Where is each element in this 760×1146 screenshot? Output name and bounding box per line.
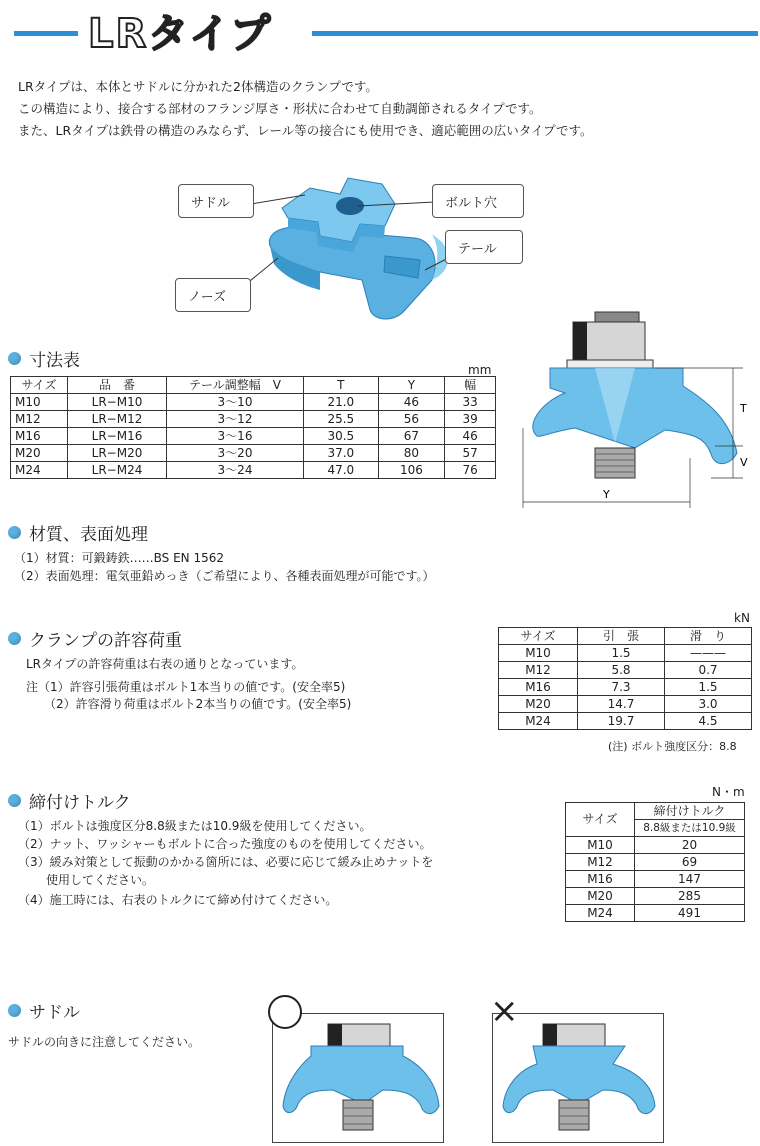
ok-mark-icon	[268, 995, 302, 1029]
material-line: （2）表面処理：電気亜鉛めっき（ご希望により、各種表面処理が可能です。）	[14, 569, 435, 583]
table-cell: 47.0	[304, 462, 379, 479]
table-cell: 3〜10	[167, 394, 304, 411]
tail-label: テール	[458, 241, 497, 257]
dimensions-heading: 寸法表	[8, 346, 80, 371]
table-cell: 3.0	[665, 696, 752, 713]
torque-line: （1）ボルトは強度区分8.8級または10.9級を使用してください。	[18, 819, 372, 833]
table-cell: 30.5	[304, 428, 379, 445]
table-row	[566, 905, 745, 922]
table-cell: LR−M10	[68, 394, 167, 411]
table-cell: 76	[445, 462, 496, 479]
table-header: サイズ	[11, 377, 68, 394]
table-header: テール調整幅 V	[167, 377, 304, 394]
table-cell: 4.5	[665, 713, 752, 730]
table-header-row	[566, 803, 745, 820]
table-cell: M24	[566, 905, 635, 922]
table-row	[566, 871, 745, 888]
material-line: （1）材質：可鍛鋳鉄……BS EN 1562	[14, 551, 225, 565]
bullet-dot	[8, 526, 21, 539]
table-cell: LR−M24	[68, 462, 167, 479]
table-cell: M10	[566, 837, 635, 854]
intro-text	[18, 76, 593, 142]
table-cell: 69	[635, 854, 745, 871]
table-cell: M12	[11, 411, 68, 428]
table-header: 品 番	[68, 377, 167, 394]
table-row	[11, 411, 496, 428]
torque-line: 使用してください。	[46, 873, 155, 887]
table-row	[566, 837, 745, 854]
load-unit: kN	[734, 611, 750, 625]
table-row	[499, 645, 752, 662]
table-cell: M24	[499, 713, 578, 730]
page-title: LRタイプ	[88, 11, 273, 57]
table-cell: 67	[378, 428, 445, 445]
table-row	[499, 696, 752, 713]
table-cell: M20	[499, 696, 578, 713]
intro-line: この構造により、接合する部材のフランジ厚さ・形状に合わせて自動調節されるタイプです。	[18, 101, 542, 116]
title-line-right	[312, 31, 758, 36]
table-cell: M16	[499, 679, 578, 696]
table-cell: 106	[378, 462, 445, 479]
table-cell: 3〜20	[167, 445, 304, 462]
table-cell: LR−M12	[68, 411, 167, 428]
bullet-dot	[8, 1004, 21, 1017]
load-note: (注) ボルト強度区分：8.8	[608, 740, 737, 753]
torque-unit: N・m	[712, 785, 745, 799]
bullet-dot	[8, 352, 21, 365]
table-row	[11, 394, 496, 411]
dim-y-label: Y	[603, 488, 610, 501]
table-cell: M16	[566, 871, 635, 888]
table-row	[11, 428, 496, 445]
table-header: 締付けトルク	[635, 803, 745, 820]
bolt-hole-label: ボルト穴	[445, 195, 498, 211]
table-header-row	[499, 628, 752, 645]
nose-label-box	[175, 278, 251, 312]
table-cell: M10	[11, 394, 68, 411]
table-header: サイズ	[499, 628, 578, 645]
table-cell: M12	[566, 854, 635, 871]
table-cell: M20	[566, 888, 635, 905]
table-cell: 0.7	[665, 662, 752, 679]
dim-v-label: V	[740, 456, 748, 469]
bullet-dot	[8, 632, 21, 645]
table-header: Y	[378, 377, 445, 394]
saddle-ok-panel	[272, 1013, 444, 1143]
nose-label: ノーズ	[188, 289, 226, 305]
table-cell: 1.5	[665, 679, 752, 696]
ng-mark-icon: ×	[490, 991, 519, 1031]
tail-label-box	[445, 230, 523, 264]
torque-line: （4）施工時には、右表のトルクにて締め付けてください。	[18, 893, 338, 907]
bullet-dot	[8, 794, 21, 807]
table-row	[11, 462, 496, 479]
torque-table	[565, 802, 745, 922]
intro-line: また、LRタイプは鉄骨の構造のみならず、レール等の接合にも使用でき、適応範囲の広いタイプです。	[18, 123, 593, 138]
table-cell: 20	[635, 837, 745, 854]
table-cell: 1.5	[578, 645, 665, 662]
table-cell: 25.5	[304, 411, 379, 428]
saddle-ng-drawing	[493, 1014, 663, 1142]
table-cell: M24	[11, 462, 68, 479]
table-header: サイズ	[566, 803, 635, 837]
dim-t-label: T	[740, 402, 747, 415]
table-cell: 46	[445, 428, 496, 445]
table-cell: ———	[665, 645, 752, 662]
saddle-label-box	[178, 184, 254, 218]
table-cell: 57	[445, 445, 496, 462]
table-cell: 21.0	[304, 394, 379, 411]
load-line: 注（1）許容引張荷重はボルト1本当りの値です。(安全率5)	[26, 680, 346, 694]
table-cell: 3〜24	[167, 462, 304, 479]
saddle-ok-drawing	[273, 1014, 443, 1142]
torque-line: （2）ナット、ワッシャーもボルトに合った強度のものを使用してください。	[18, 837, 432, 851]
dimensions-unit: mm	[468, 363, 492, 377]
table-cell: 56	[378, 411, 445, 428]
table-cell: 5.8	[578, 662, 665, 679]
torque-heading: 締付けトルク	[8, 788, 131, 813]
table-cell: 285	[635, 888, 745, 905]
table-row	[566, 888, 745, 905]
load-heading: クランプの許容荷重	[8, 626, 182, 651]
table-cell: LR−M16	[68, 428, 167, 445]
saddle-heading: サドル	[8, 998, 80, 1023]
table-cell: 491	[635, 905, 745, 922]
load-line: （2）許容滑り荷重はボルト2本当りの値です。(安全率5)	[44, 697, 352, 711]
table-header: T	[304, 377, 379, 394]
dimensions-table	[10, 376, 496, 479]
bolt-hole-label-box	[432, 184, 524, 218]
table-header: 引 張	[578, 628, 665, 645]
load-table	[498, 627, 752, 730]
table-cell: 3〜12	[167, 411, 304, 428]
table-row	[566, 854, 745, 871]
table-cell: 37.0	[304, 445, 379, 462]
saddle-ng-panel	[492, 1013, 664, 1143]
saddle-label: サドル	[191, 195, 231, 211]
material-heading: 材質、表面処理	[8, 520, 148, 545]
table-cell: 147	[635, 871, 745, 888]
table-row	[499, 679, 752, 696]
table-header: 幅	[445, 377, 496, 394]
table-cell: 33	[445, 394, 496, 411]
table-row	[11, 445, 496, 462]
intro-line: LRタイプは、本体とサドルに分かれた2体構造のクランプです。	[18, 79, 378, 94]
table-cell: 39	[445, 411, 496, 428]
table-cell: 14.7	[578, 696, 665, 713]
dimension-diagram	[515, 308, 755, 518]
table-header: 8.8級または10.9級	[635, 820, 745, 837]
table-row	[499, 662, 752, 679]
torque-line: （3）緩み対策として振動のかかる箇所には、必要に応じて緩み止めナットを	[18, 855, 434, 869]
table-cell: M10	[499, 645, 578, 662]
table-cell: 80	[378, 445, 445, 462]
load-line: LRタイプの許容荷重は右表の通りとなっています。	[26, 657, 304, 671]
table-cell: M12	[499, 662, 578, 679]
table-cell: 7.3	[578, 679, 665, 696]
table-cell: M16	[11, 428, 68, 445]
table-header: 滑 り	[665, 628, 752, 645]
table-cell: LR−M20	[68, 445, 167, 462]
table-row	[499, 713, 752, 730]
title-line-left	[14, 31, 78, 36]
table-cell: 3〜16	[167, 428, 304, 445]
saddle-note: サドルの向きに注意してください。	[8, 1035, 201, 1049]
table-cell: 19.7	[578, 713, 665, 730]
table-cell: M20	[11, 445, 68, 462]
table-header-row	[11, 377, 496, 394]
table-cell: 46	[378, 394, 445, 411]
